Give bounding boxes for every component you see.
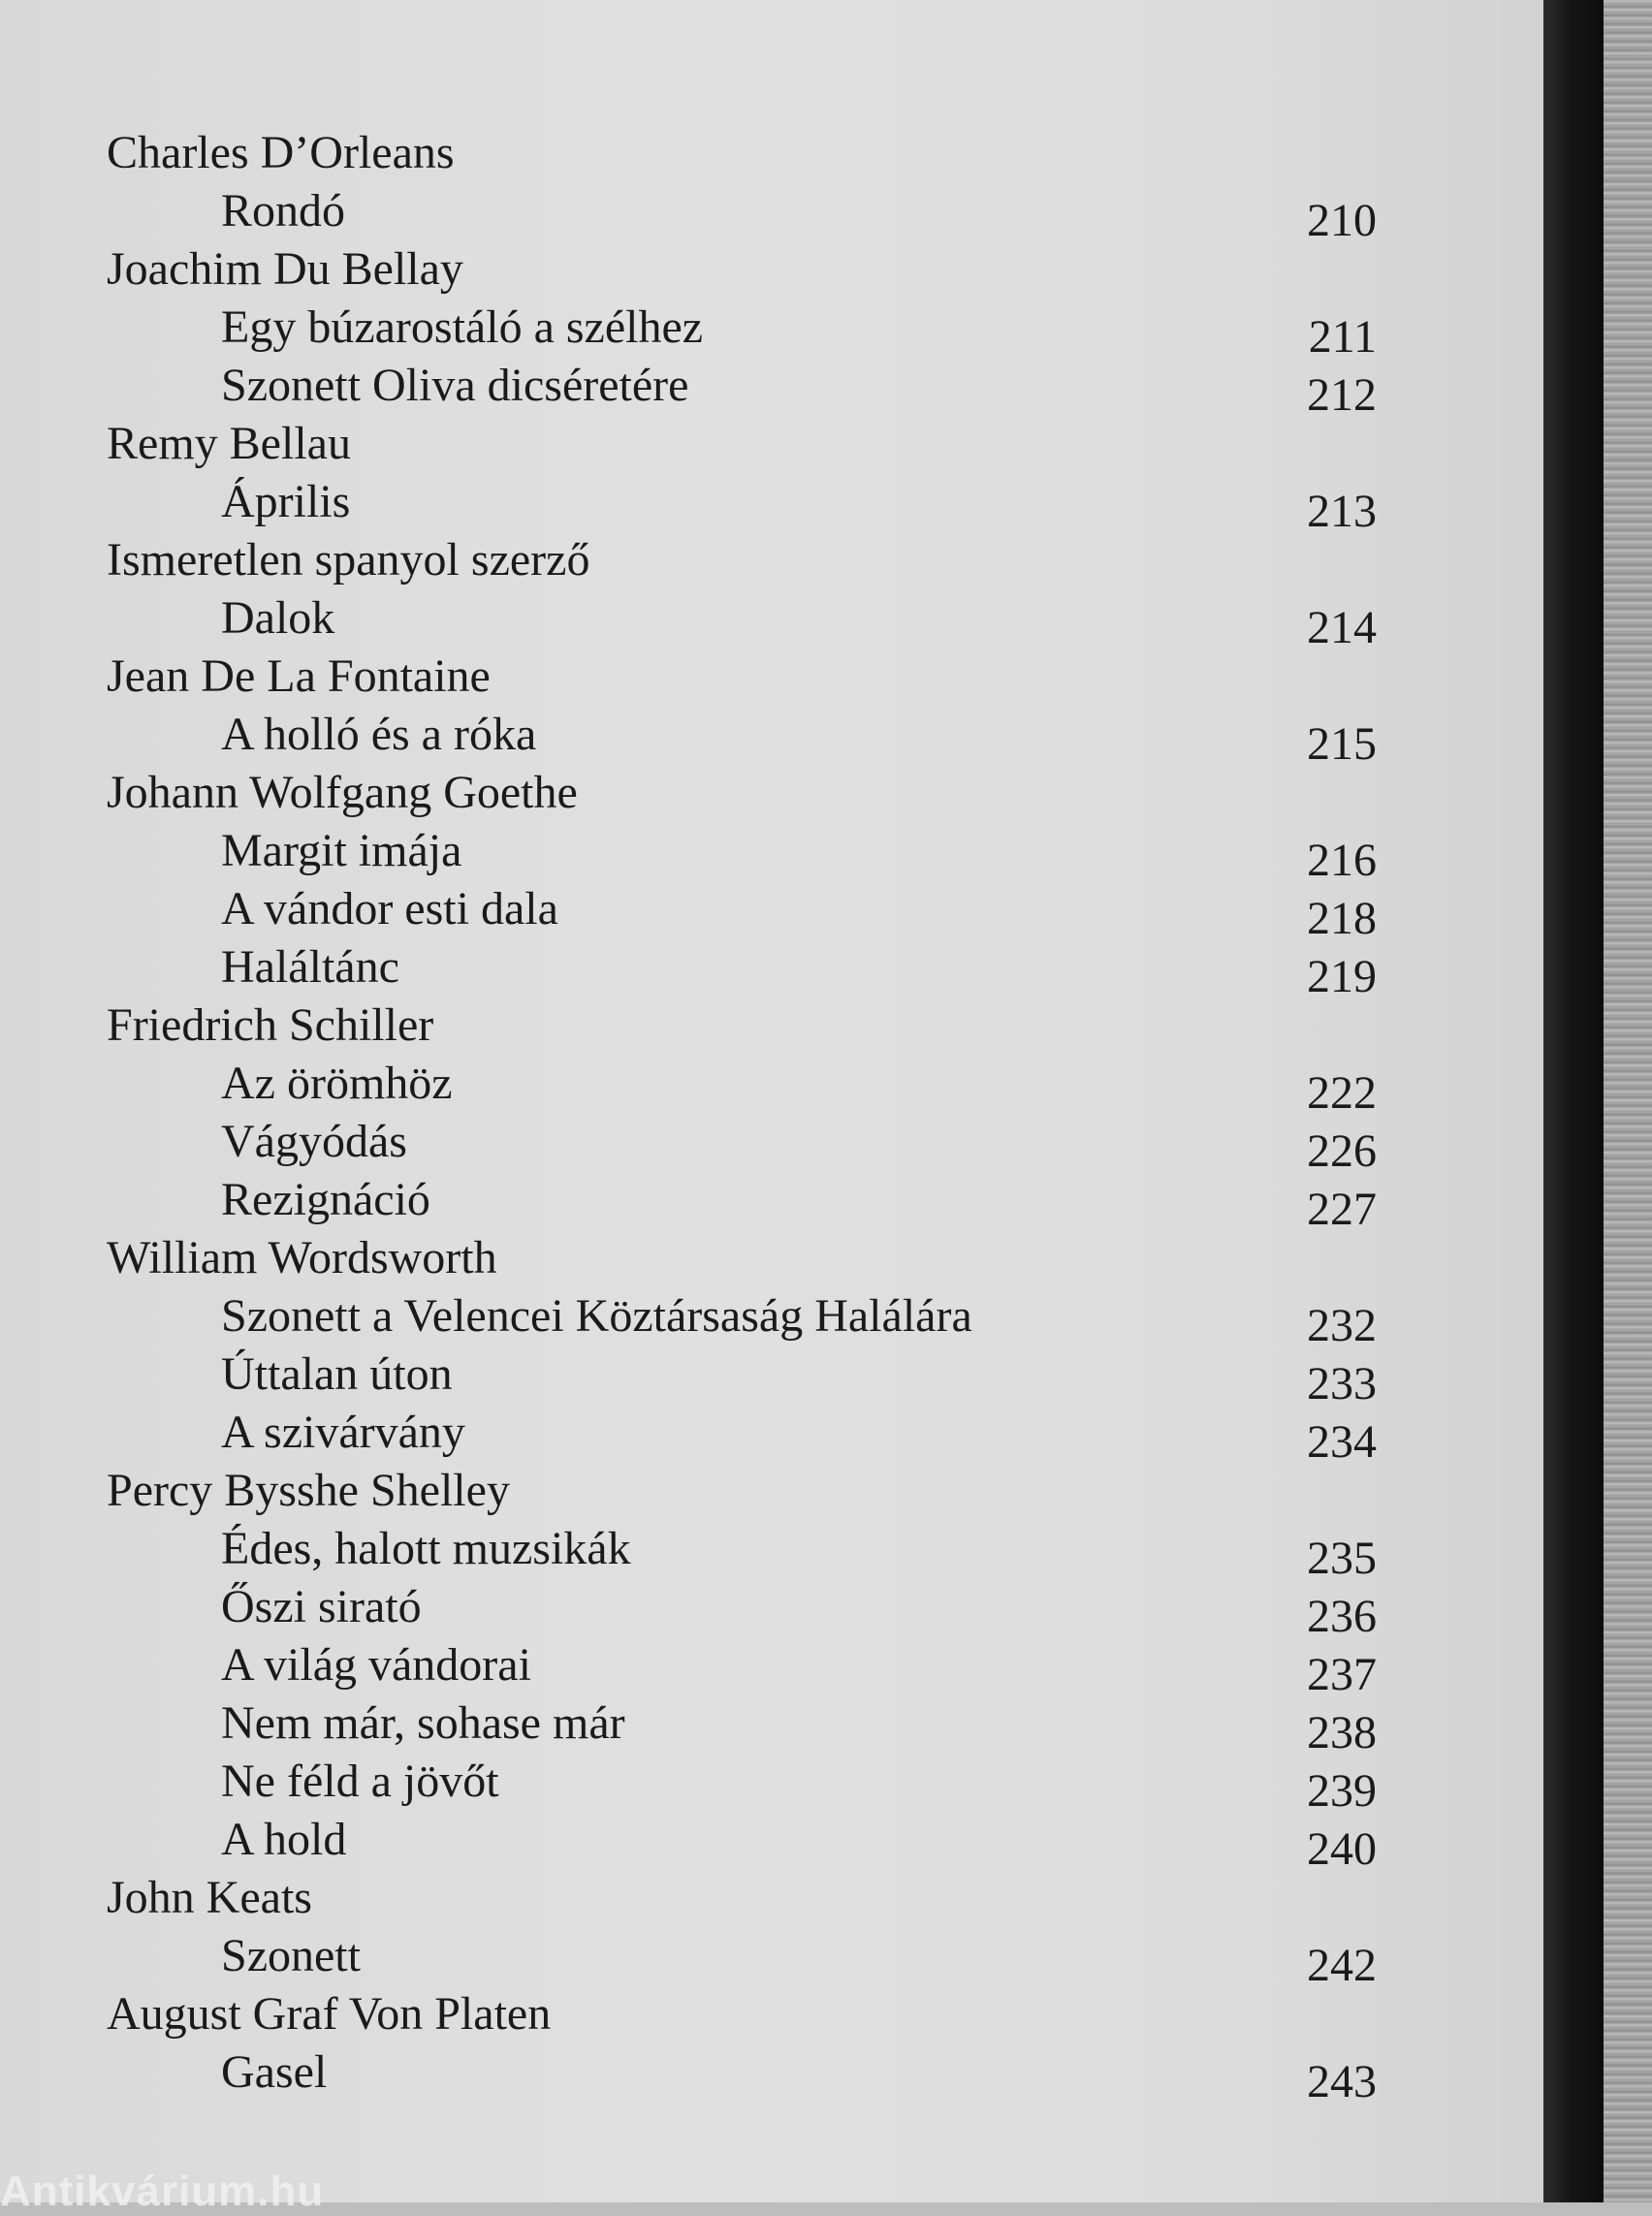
toc-poem-title: Az örömhöz <box>221 1058 453 1109</box>
toc-entry <box>107 880 1377 944</box>
toc-entry <box>107 1404 1377 1468</box>
toc-page-number: 238 <box>1307 1707 1377 1758</box>
toc-poem-title: Egy búzarostáló a szélhez <box>221 301 704 353</box>
toc-page-number: 240 <box>1307 1823 1377 1875</box>
toc-poem-title: Szonett a Velencei Köztársaság Halálára <box>221 1290 972 1342</box>
toc-poem-title: Ne féld a jövőt <box>221 1756 499 1807</box>
toc-author: Johann Wolfgang Goethe <box>107 767 578 818</box>
toc-entry <box>107 1811 1377 1875</box>
toc-entry <box>107 938 1377 1002</box>
toc-poem-title: A holló és a róka <box>221 709 537 760</box>
toc-entry <box>107 822 1377 886</box>
toc-page-number: 215 <box>1307 718 1377 770</box>
toc-poem-title: Haláltánc <box>221 941 399 993</box>
toc-entry <box>107 1578 1377 1642</box>
toc-entry <box>107 1345 1377 1409</box>
toc-entry <box>107 182 1377 246</box>
toc-author: Jean De La Fontaine <box>107 650 491 702</box>
toc-poem-title: A világ vándorai <box>221 1639 531 1691</box>
toc-poem-title: Április <box>221 476 351 527</box>
toc-poem-title: A szivárvány <box>221 1407 465 1458</box>
toc-page-number: 214 <box>1307 602 1377 653</box>
toc-poem-title: Gasel <box>221 2046 328 2098</box>
toc-page-number: 211 <box>1308 311 1377 363</box>
toc-page-number: 213 <box>1307 486 1377 537</box>
book-binding <box>1543 0 1604 2202</box>
toc-author: August Graf Von Platen <box>107 1988 552 2040</box>
toc-entry <box>107 1055 1377 1119</box>
toc-entry <box>107 1520 1377 1584</box>
toc-entry <box>107 1113 1377 1177</box>
toc-poem-title: Őszi sirató <box>221 1581 422 1632</box>
toc-poem-title: Vágyódás <box>221 1116 407 1167</box>
toc-entry <box>107 1753 1377 1817</box>
toc-page-number: 226 <box>1307 1125 1377 1177</box>
toc-poem-title: Úttalan úton <box>221 1348 453 1400</box>
table-of-contents <box>107 124 1377 2107</box>
toc-page-number: 233 <box>1307 1358 1377 1409</box>
book-edge <box>1604 0 1652 2202</box>
toc-author: Friedrich Schiller <box>107 999 434 1051</box>
toc-page-number: 227 <box>1307 1184 1377 1235</box>
toc-page-number: 242 <box>1307 1940 1377 1991</box>
toc-poem-title: Szonett Oliva dicséretére <box>221 360 689 411</box>
toc-page-number: 232 <box>1307 1300 1377 1351</box>
toc-page-number: 243 <box>1307 2056 1377 2107</box>
toc-entry <box>107 1636 1377 1700</box>
toc-author: William Wordsworth <box>107 1232 497 1283</box>
toc-page-number: 236 <box>1307 1591 1377 1642</box>
toc-entry <box>107 1927 1377 1991</box>
toc-poem-title: A hold <box>221 1814 347 1865</box>
watermark: Antikvárium.hu <box>0 2168 325 2215</box>
toc-page-number: 234 <box>1307 1416 1377 1468</box>
toc-poem-title: Dalok <box>221 592 335 644</box>
toc-poem-title: Nem már, sohase már <box>221 1697 625 1749</box>
toc-page-number: 237 <box>1307 1649 1377 1700</box>
toc-page-number: 235 <box>1307 1533 1377 1584</box>
toc-entry <box>107 2043 1377 2107</box>
toc-author: Joachim Du Bellay <box>107 243 463 295</box>
toc-author: Remy Bellau <box>107 418 351 469</box>
toc-entry <box>107 1694 1377 1758</box>
toc-page-number: 222 <box>1307 1067 1377 1119</box>
toc-author: John Keats <box>107 1872 312 1923</box>
toc-entry <box>107 706 1377 770</box>
toc-page-number: 239 <box>1307 1765 1377 1817</box>
toc-poem-title: Szonett <box>221 1930 361 1981</box>
toc-author: Ismeretlen spanyol szerző <box>107 534 590 586</box>
toc-poem-title: Édes, halott muzsikák <box>221 1523 631 1574</box>
toc-page-number: 218 <box>1307 893 1377 944</box>
toc-entry <box>107 357 1377 421</box>
toc-entry <box>107 589 1377 653</box>
toc-poem-title: A vándor esti dala <box>221 883 558 934</box>
toc-author: Percy Bysshe Shelley <box>107 1465 510 1516</box>
toc-page-number: 210 <box>1307 195 1377 246</box>
toc-entry <box>107 1287 1377 1351</box>
toc-entry <box>107 1171 1377 1235</box>
toc-entry <box>107 299 1377 363</box>
toc-page-number: 216 <box>1307 835 1377 886</box>
toc-poem-title: Rondó <box>221 185 346 237</box>
toc-page-number: 219 <box>1307 951 1377 1002</box>
toc-entry <box>107 473 1377 537</box>
toc-author: Charles D’Orleans <box>107 127 455 178</box>
toc-page-number: 212 <box>1307 369 1377 421</box>
toc-poem-title: Margit imája <box>221 825 462 876</box>
toc-poem-title: Rezignáció <box>221 1174 430 1225</box>
